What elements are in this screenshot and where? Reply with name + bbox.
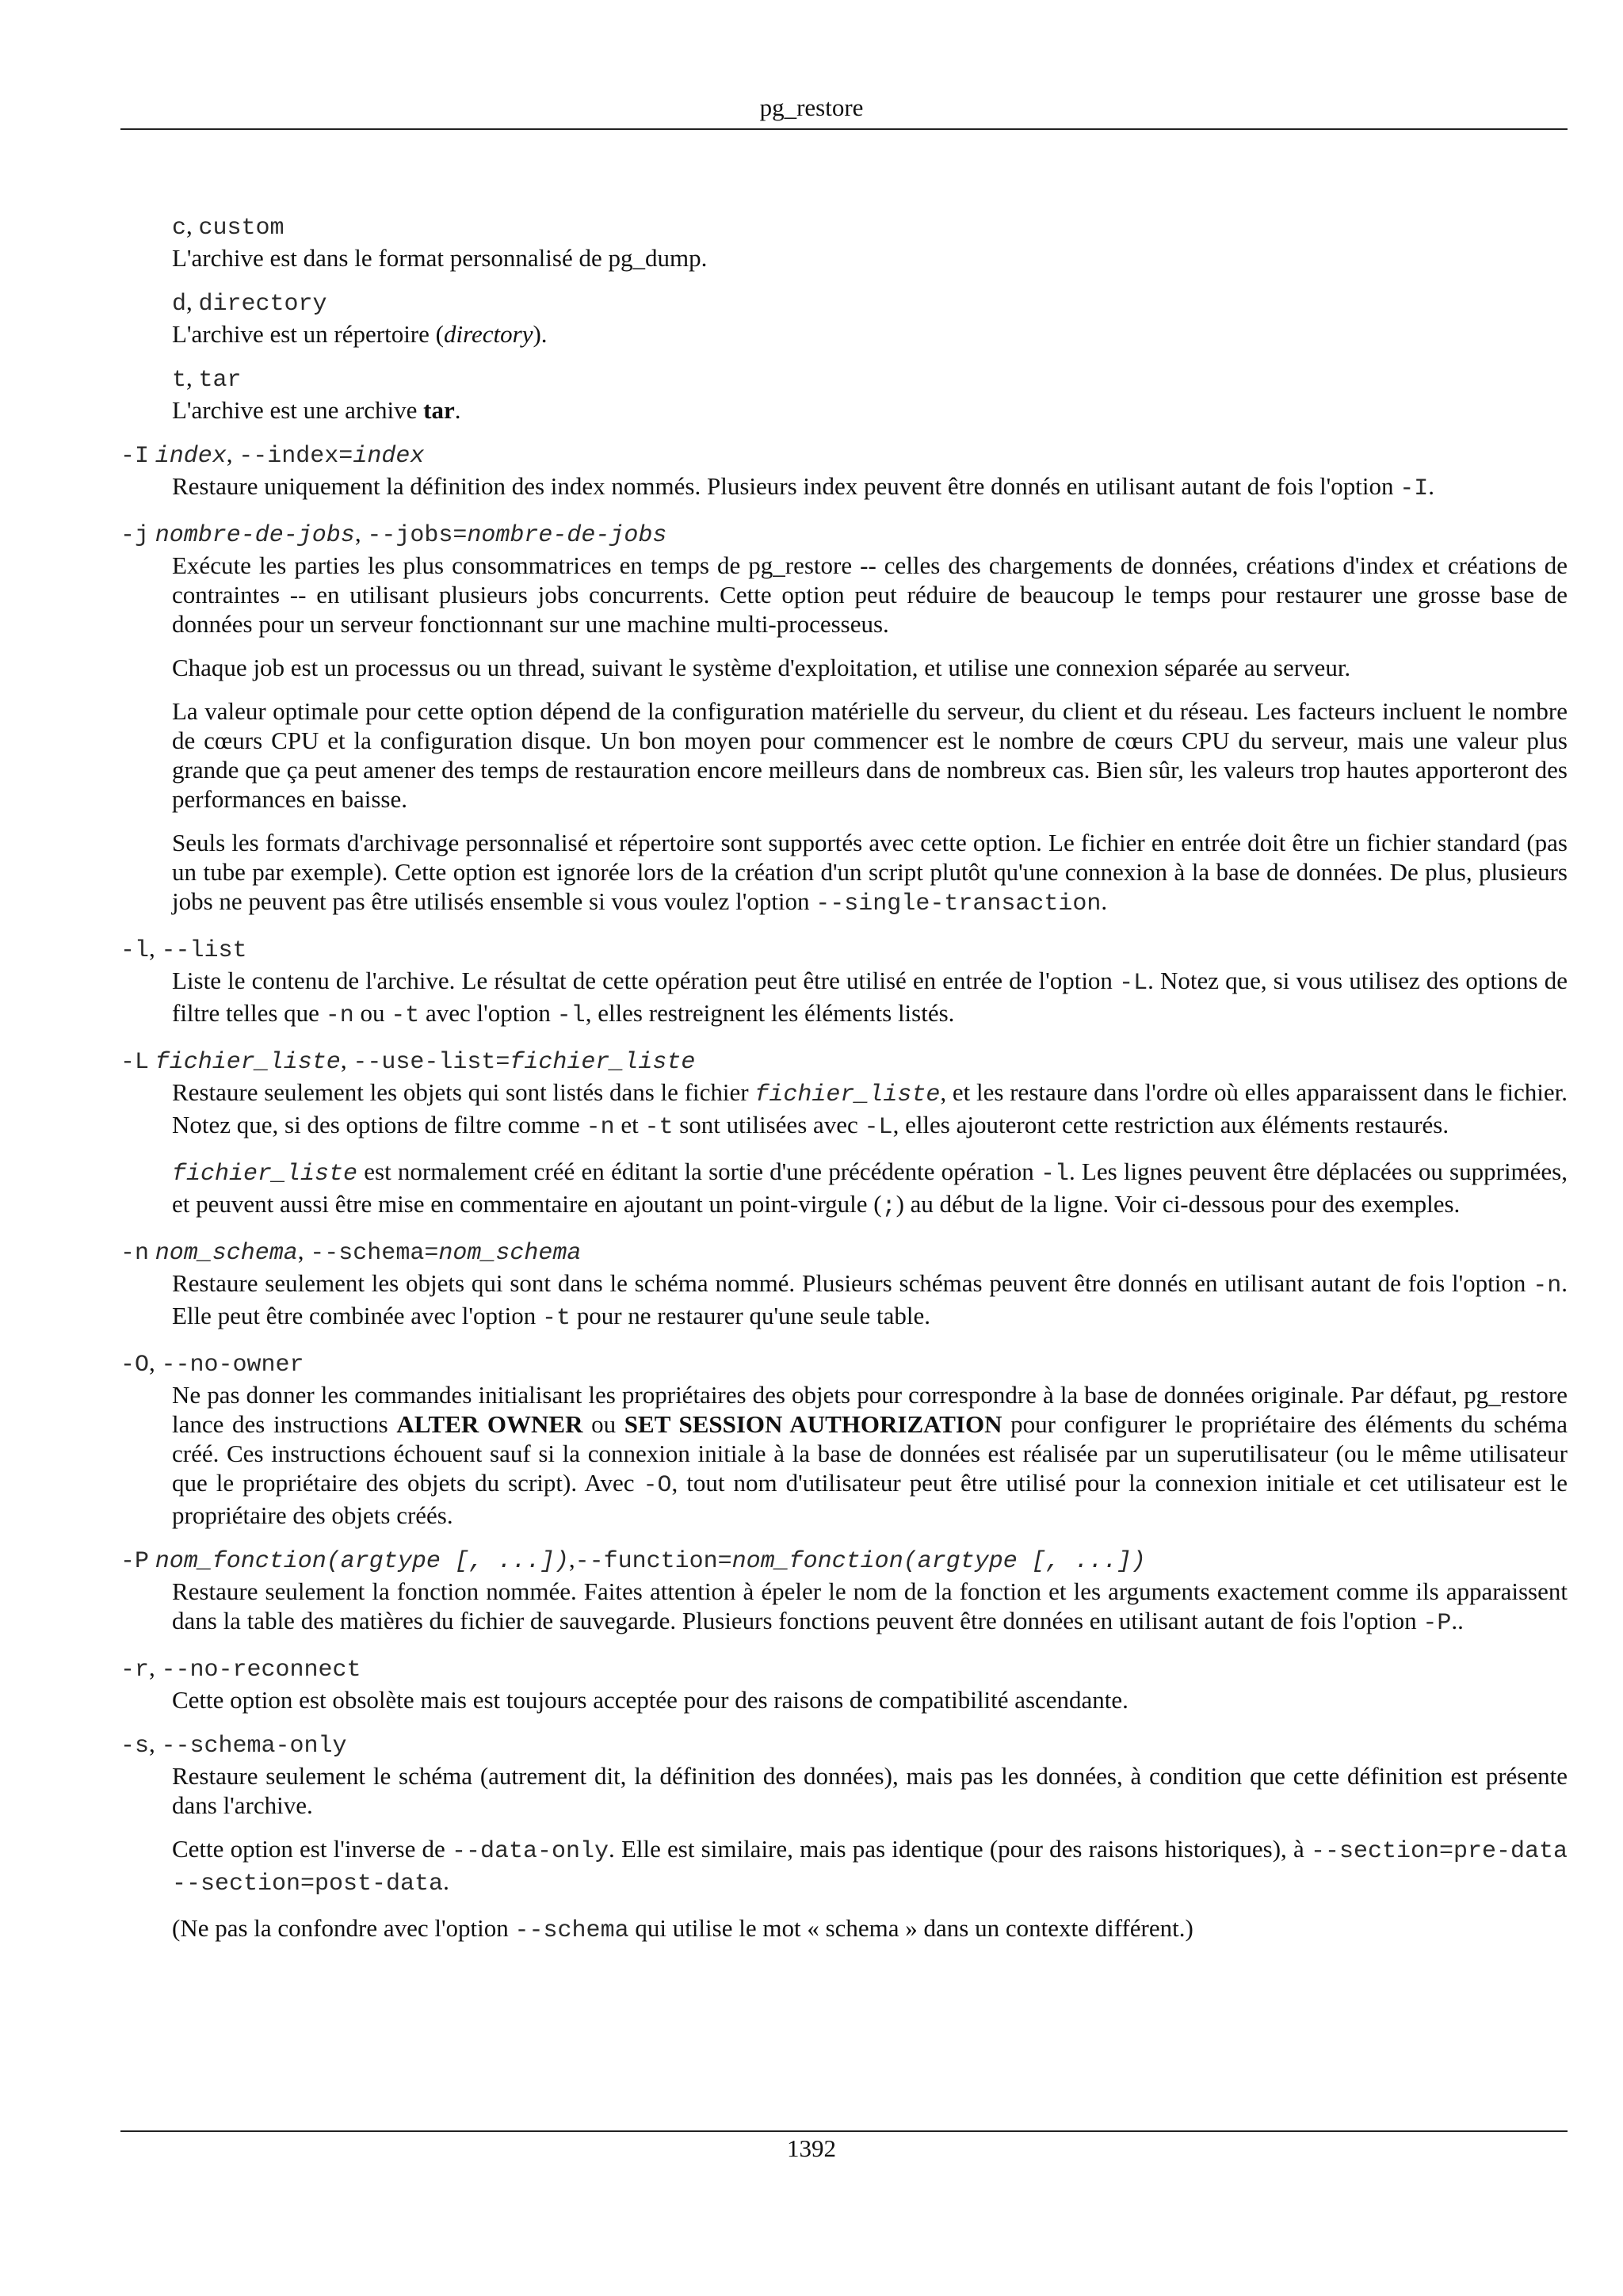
paragraph: Exécute les parties les plus consommatrices en temps de pg_restore -- celles des chargements de données, créations d'index et créations de contraintes -- en utilisant plusieurs jobs concurrents. Cette option peut réduire de beaucoup le temps pour restaurer une grosse base de données pour un serveur fonctionnant sur une machine multi-processeus. [172, 551, 1568, 638]
option-term: -n nom_schema, --schema=nom_schema [120, 1237, 582, 1267]
format-desc: L'archive est dans le format personnalisé de pg_dump. [172, 244, 708, 272]
footer-divider [120, 2130, 1568, 2132]
option-desc: Restaure seulement la fonction nommée. Faites attention à épeler le nom de la fonction et les arguments exactement comme ils apparaissent dans la table des matières du fichier de sauvegarde. Plusieurs fonctions peuvent être données en utilisant autant de fois l'option -P.. [172, 1577, 1568, 1637]
format-name: custom [198, 215, 285, 242]
format-name: directory [198, 291, 327, 318]
format-code: d [172, 291, 187, 318]
option-index [120, 439, 1568, 504]
paragraph: (Ne pas la confondre avec l'option --schema qui utilise le mot « schema » dans un contexte différent.) [172, 1914, 1193, 1944]
option-desc: Liste le contenu de l'archive. Le résultat de cette opération peut être utilisé en entrée de l'option -L. Notez que, si vous utilisez des options de filtre telles que -n ou -t avec l'option -l, elles restreignent les éléments listés. [172, 967, 1568, 1029]
option-schema [120, 1236, 1568, 1333]
option-desc: Ne pas donner les commandes initialisant les propriétaires des objets pour correspondre à la base de données originale. Par défaut, pg_restore lance des instructions ALTER OWNER ou SET SESSION AUTHORIZATION pour configurer le propriétaire des éléments du schéma créé. Ces instructions échouent sauf si la connexion initiale à la base de données est réalisée par un superutilisateur (ou le même utilisateur que le propriétaire des objets du script). Avec -O, tout nom d'utilisateur peut être utilisé pour la connexion initiale et cet utilisateur est le propriétaire des objets créés. [172, 1381, 1568, 1529]
option-no-reconnect [120, 1653, 1568, 1714]
option-jobs [120, 518, 1568, 919]
option-term: -l, --list [120, 934, 247, 964]
option-desc [172, 1761, 1568, 1946]
option-term: -I index, --index=index [120, 440, 425, 470]
format-name: tar [198, 367, 242, 394]
option-desc: Restaure uniquement la définition des index nommés. Plusieurs index peuvent être donnés en utilisant autant de fois l'option -I. [172, 472, 1435, 502]
page-header-title: pg_restore [759, 93, 864, 121]
option-desc [172, 1077, 1568, 1222]
header-divider [120, 128, 1568, 130]
page-number: 1392 [787, 2134, 836, 2162]
option-list [120, 933, 1568, 1031]
option-desc: Restaure seulement les objets qui sont dans le schéma nommé. Plusieurs schémas peuvent être donnés en utilisant autant de fois l'option -n. Elle peut être combinée avec l'option -t pour ne restaurer qu'une seule table. [172, 1269, 1568, 1332]
paragraph: fichier_liste est normalement créé en éditant la sortie d'une précédente opération -l. Les lignes peuvent être déplacées ou supprimées, et peuvent aussi être mise en commentaire en ajoutant un point-virgule (;) au début de la ligne. Voir ci-dessous pour des exemples. [172, 1158, 1568, 1220]
option-term: -P nom_fonction(argtype [, ...]),--function=nom_fonction(argtype [, ...]) [120, 1545, 1146, 1575]
format-item-tar: t, tar L'archive est une archive tar. [172, 363, 1568, 425]
option-desc [172, 551, 1568, 919]
option-term: -O, --no-owner [120, 1348, 304, 1379]
option-term: -s, --schema-only [120, 1730, 347, 1760]
option-desc: Cette option est obsolète mais est toujours acceptée pour des raisons de compatibilité ascendante. [172, 1686, 1128, 1714]
format-item-directory: d, directory L'archive est un répertoire (directory). [172, 287, 1568, 349]
option-term: -j nombre-de-jobs, --jobs=nombre-de-jobs [120, 519, 667, 549]
paragraph: Restaure seulement les objets qui sont listés dans le fichier fichier_liste, et les restaure dans l'ordre où elles apparaissent dans le fichier. Notez que, si des options de filtre comme -n et -t sont utilisées avec -L, elles ajouteront cette restriction aux éléments restaurés. [172, 1078, 1568, 1141]
option-term: -L fichier_liste, --use-list=fichier_liste [120, 1046, 696, 1076]
format-desc: L'archive est un répertoire (directory). [172, 320, 548, 348]
option-no-owner [120, 1348, 1568, 1530]
format-desc: L'archive est une archive tar. [172, 396, 461, 424]
option-schema-only [120, 1729, 1568, 1946]
paragraph: Cette option est l'inverse de --data-only. Elle est similaire, mais pas identique (pour des raisons historiques), à --section=pre-data --section=post-data. [172, 1835, 1568, 1897]
paragraph: Seuls les formats d'archivage personnalisé et répertoire sont supportés avec cette option. Le fichier en entrée doit être un fichier standard (pas un tube par exemple). Cette option est ignorée lors de la création d'un script plutôt qu'une connexion à la base de données. De plus, plusieurs jobs ne peuvent pas être utilisés ensemble si vous voulez l'option --single-transaction. [172, 829, 1568, 917]
format-code: t [172, 367, 187, 394]
paragraph: Chaque job est un processus ou un thread, suivant le système d'exploitation, et utilise une connexion séparée au serveur. [172, 654, 1351, 681]
option-function [120, 1544, 1568, 1638]
option-term: -r, --no-reconnect [120, 1653, 361, 1684]
document-body [120, 211, 1568, 1960]
option-use-list [120, 1045, 1568, 1222]
paragraph: Restaure seulement le schéma (autrement dit, la définition des données), mais pas les données, à condition que cette définition est présente dans l'archive. [172, 1762, 1568, 1819]
paragraph: La valeur optimale pour cette option dépend de la configuration matérielle du serveur, du client et du réseau. Les facteurs incluent le nombre de cœurs CPU et la configuration disque. Un bon moyen pour commencer est le nombre de cœurs CPU du serveur, mais une valeur plus grande que ça peut amener des temps de restauration encore meilleurs dans de nombreux cas. Bien sûr, les valeurs trop hautes apporteront des performances en baisse. [172, 697, 1568, 813]
format-code: c [172, 215, 187, 242]
format-item-custom: c, custom L'archive est dans le format personnalisé de pg_dump. [172, 211, 1568, 273]
